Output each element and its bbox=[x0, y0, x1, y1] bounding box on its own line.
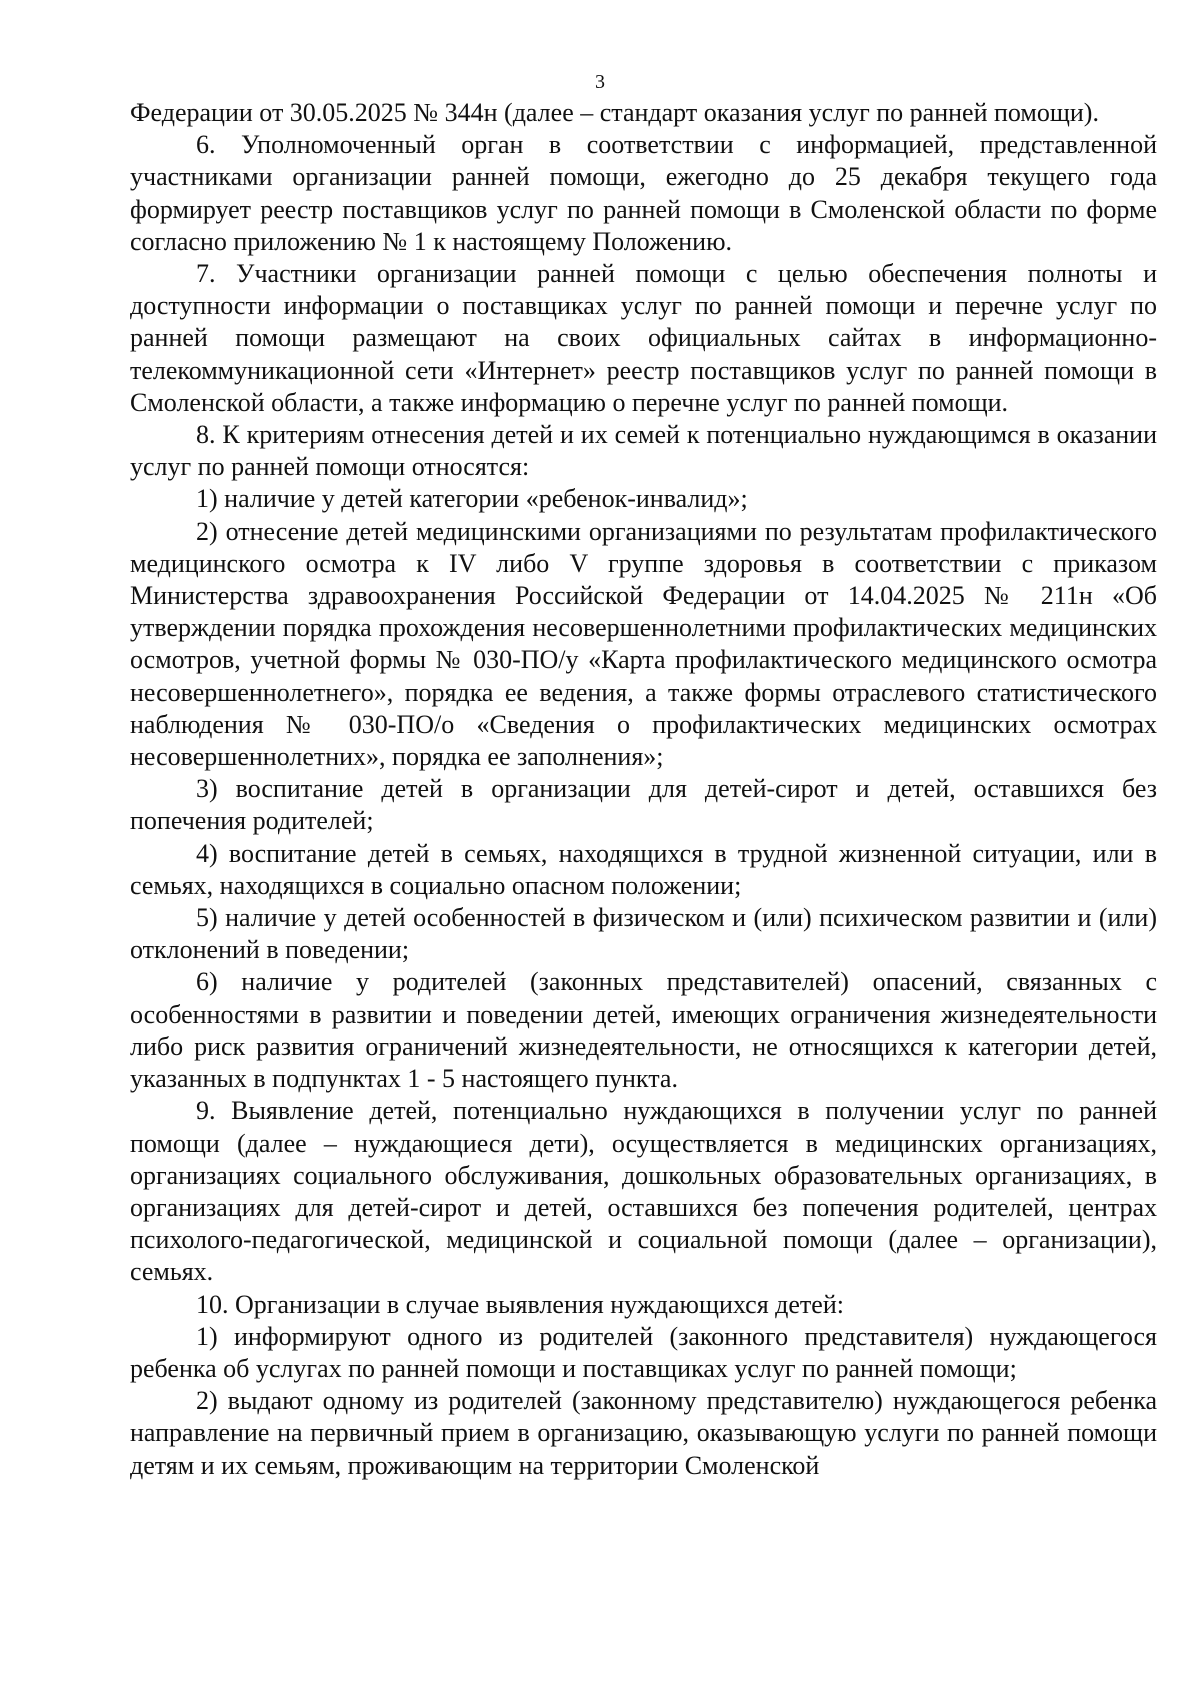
paragraph-continuation: Федерации от 30.05.2025 № 344н (далее – стандарт оказания услуг по ранней помощи). bbox=[130, 98, 1099, 127]
document-body bbox=[130, 97, 1157, 1482]
subitem-8-6: 6) наличие у родителей (законных представителей) опасений, связанных с особенностями в развитии и поведении детей, имеющих ограничения жизнедеятельности либо риск развития ограничений жизнедеятельности, не относящихся к категории детей, указанных в подпунктах 1 - 5 настоящего пункта. bbox=[130, 967, 1157, 1094]
paragraph-item-6: 6. Уполномоченный орган в соответствии с информацией, представленной участниками организации ранней помощи, ежегодно до 25 декабря текущего года формирует реестр поставщиков услуг по ранней помощи в Смоленской области по форме согласно приложению № 1 к настоящему Положению. bbox=[130, 130, 1157, 256]
paragraph-item-7: 7. Участники организации ранней помощи с целью обеспечения полноты и доступности информации о поставщиках услуг по ранней помощи и перечне услуг по ранней помощи размещают на своих официальных сайтах в информационно-телекоммуникационной сети «Интернет» реестр поставщиков услуг по ранней помощи в Смоленской области, а также информацию о перечне услуг по ранней помощи. bbox=[130, 259, 1157, 417]
paragraph-item-8: 8. К критериям отнесения детей и их семей к потенциально нуждающимся в оказании услуг по ранней помощи относятся: bbox=[130, 420, 1157, 482]
subitem-10-2: 2) выдают одному из родителей (законному представителю) нуждающегося ребенка направление на первичный прием в организацию, оказывающую услуги по ранней помощи детям и их семьям, проживающим на территории Смоленской bbox=[130, 1386, 1157, 1480]
page-number: 3 bbox=[595, 71, 605, 93]
paragraph-item-9: 9. Выявление детей, потенциально нуждающихся в получении услуг по ранней помощи (далее – нуждающиеся дети), осуществляется в медицинских организациях, организациях социального обслуживания, дошкольных образовательных организациях, в организациях для детей-сирот и детей, оставшихся без попечения родителей, центрах психолого-педагогической, медицинской и социальной помощи (далее – организации), семьях. bbox=[130, 1096, 1157, 1287]
subitem-8-4: 4) воспитание детей в семьях, находящихся в трудной жизненной ситуации, или в семьях, находящихся в социально опасном положении; bbox=[130, 838, 1157, 900]
subitem-8-2: 2) отнесение детей медицинскими организациями по результатам профилактического медицинского осмотра к IV либо V группе здоровья в соответствии с приказом Министерства здравоохранения Российской Федерации от 14.04.2025 № 211н «Об утверждении порядка прохождения несовершеннолетними профилактических медицинских осмотров, учетной формы № 030-ПО/у «Карта профилактического медицинского осмотра несовершеннолетнего», порядка ее ведения, а также формы отраслевого статистического наблюдения № 030-ПО/о «Сведения о профилактических медицинских осмотрах несовершеннолетних», порядка ее заполнения»; bbox=[130, 516, 1157, 772]
subitem-8-5: 5) наличие у детей особенностей в физическом и (или) психическом развитии и (или) отклонений в поведении; bbox=[130, 903, 1157, 965]
subitem-8-3: 3) воспитание детей в организации для детей-сирот и детей, оставшихся без попечения родителей; bbox=[130, 774, 1157, 836]
subitem-8-1: 1) наличие у детей категории «ребенок-инвалид»; bbox=[196, 484, 748, 514]
subitem-10-1: 1) информируют одного из родителей (законного представителя) нуждающегося ребенка об услугах по ранней помощи и поставщиках услуг по ранней помощи; bbox=[130, 1321, 1157, 1383]
paragraph-item-10: 10. Организации в случае выявления нуждающихся детей: bbox=[196, 1289, 844, 1319]
